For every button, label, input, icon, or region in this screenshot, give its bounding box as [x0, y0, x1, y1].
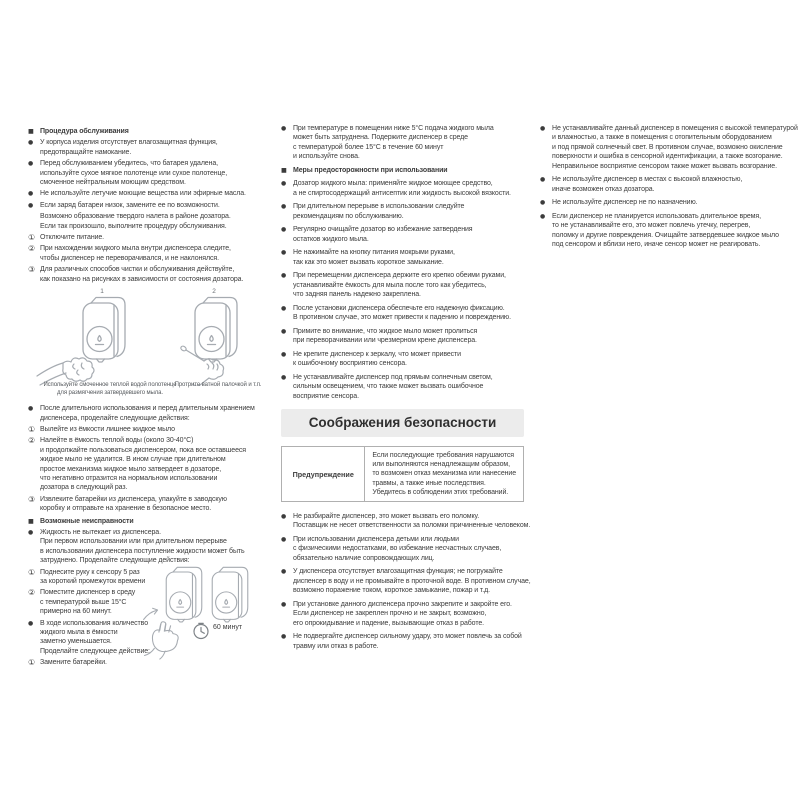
- list-item: [281, 248, 524, 267]
- list-item: [28, 517, 280, 526]
- bullet-marker: ①: [28, 567, 36, 577]
- list-item: [28, 189, 280, 198]
- list-item-text: [40, 189, 280, 198]
- column-maintenance: [28, 124, 280, 670]
- text-line: Не устанавливайте данный диспенсер в помещения с высокой температурой: [552, 125, 798, 132]
- text-line: предотвращайте намокание.: [40, 148, 132, 156]
- text-line: иначе возможен отказ дозатора.: [552, 185, 655, 193]
- list-item: [28, 244, 280, 263]
- text-line: под сенсором и вблизи него, иначе сенсор может не реагировать.: [552, 241, 761, 249]
- bullet-marker: ■: [28, 128, 34, 135]
- bullet-marker: ●: [281, 304, 287, 312]
- list-item: [281, 271, 524, 299]
- text-line: Возможно образование твердого налета в районе дозатора.: [40, 213, 231, 221]
- bullet-marker: ②: [28, 244, 36, 254]
- text-line: У корпуса изделия отсутствует влагозащитная функция,: [40, 139, 218, 147]
- bullet-marker: ②: [28, 436, 36, 446]
- text-line: возможно поражение током, короткое замыкание, пожар и т.д.: [293, 587, 490, 595]
- list-item: [281, 327, 524, 346]
- list-item-text: [552, 212, 790, 250]
- text-line: что задняя панель надежно закреплена.: [293, 291, 421, 299]
- bullet-marker: ●: [540, 125, 546, 132]
- list-item-text: [293, 304, 524, 323]
- text-line: Неправильное восприятие сенсором также может вызвать возгорание.: [552, 162, 777, 170]
- list-item-text: [40, 212, 280, 231]
- text-line: жидкое мыло не удалится. В ином случае при длительном: [40, 456, 226, 464]
- bullet-marker: ●: [281, 272, 287, 280]
- hand-wave-sensor-icon: [140, 604, 194, 662]
- text-line: в использовании диспенсера поступление жидкости может быть: [40, 547, 245, 555]
- column-precautions-safety: [281, 124, 531, 655]
- list-item: [28, 233, 280, 242]
- list-item: [28, 138, 280, 157]
- text-line: Замените батарейки.: [40, 659, 107, 667]
- list-item: [281, 512, 531, 531]
- bullet-marker: ①: [28, 658, 36, 668]
- figure-step-label: 2: [212, 288, 216, 296]
- text-line: При перемещении диспенсера держите его крепко обеими руками,: [293, 272, 506, 280]
- list-item: [28, 212, 280, 231]
- list-item-text: [40, 436, 280, 492]
- text-line: устанавливайте ёмкость для мыла после того как убедитесь,: [293, 281, 487, 289]
- text-line: травму или отказ в работе.: [293, 642, 379, 650]
- list-item-text: [293, 179, 524, 198]
- text-line: к ошибочному восприятию сенсора.: [293, 360, 407, 368]
- text-line: Если так произошло, выполните процедуру обслуживания.: [40, 222, 227, 230]
- text-line: После длительного использования и перед длительным хранением: [40, 405, 255, 413]
- warning-text-cell: [365, 447, 524, 502]
- text-line: Вылейте из ёмкости лишнее жидкое мыло: [40, 425, 175, 433]
- text-line: то возможен отказ механизма или нанесение: [372, 470, 516, 478]
- text-line: и продолжайте пользоваться диспенсером, пока все оставшееся: [40, 446, 246, 454]
- bullet-marker: ●: [281, 568, 287, 576]
- bullet-marker: ●: [28, 528, 34, 536]
- text-line: При установке данного диспенсера прочно закрепите и закройте его.: [293, 600, 512, 608]
- text-line: диспенсер в воду и не промывайте в проточной воде. В противном случае,: [293, 577, 531, 585]
- figure-caption: Используйте смоченное теплой водой полотенце для размягчения затвердевшего мыла.: [43, 382, 177, 396]
- bullet-marker: ①: [28, 424, 36, 434]
- bullet-marker: ●: [281, 180, 287, 188]
- list-item-text: [293, 166, 524, 175]
- text-line: и под прямой солнечный свет. В противном случае, возможно окисление: [552, 143, 783, 151]
- table-row: [282, 447, 524, 502]
- list-item: [28, 201, 280, 210]
- text-line: затруднено. Проделайте следующие действия:: [40, 557, 190, 565]
- text-line: что негативно отразится на нормальном использовании: [40, 474, 218, 482]
- list-item: [281, 567, 531, 595]
- list-item: [281, 632, 524, 651]
- bullet-marker: ●: [281, 513, 287, 521]
- bullet-marker: ●: [28, 201, 34, 209]
- text-line: Если заряд батареи низок, замените ее по возможности.: [40, 201, 220, 209]
- text-line: Процедура обслуживания: [40, 128, 129, 135]
- text-line: Не используйте диспенсер в местах с высокой влажностью,: [552, 176, 743, 184]
- text-line: Поместите диспенсер в среду: [40, 589, 136, 597]
- bullet-marker: ●: [281, 249, 287, 257]
- text-line: Возможные неисправности: [40, 517, 134, 525]
- list-item-text: [293, 567, 531, 595]
- text-line: Убедитесь в соблюдении этих требований.: [372, 488, 509, 496]
- text-line: Дозатор жидкого мыла: применяйте жидкое моющее средство,: [293, 180, 493, 188]
- text-line: Поставщик не несет ответственности за поломки причиненные человеком.: [293, 522, 531, 530]
- text-line: за короткий промежуток времени: [40, 578, 146, 585]
- list-item-text: [293, 327, 524, 346]
- list-item-text: [552, 124, 798, 171]
- list-item-text: [40, 517, 280, 526]
- bullet-marker: ●: [281, 125, 287, 132]
- text-line: рекомендациям по обслуживанию.: [293, 212, 404, 220]
- bullet-marker: ●: [540, 199, 546, 207]
- list-item-text: [40, 201, 280, 210]
- text-line: с физическими недостатками, во избежание несчастных случаев,: [293, 545, 502, 553]
- warning-table: [281, 446, 524, 502]
- text-line: После установки диспенсера обеспечьте его надежную фиксацию.: [293, 304, 505, 312]
- list-item: [28, 495, 280, 514]
- bullet-marker: ●: [28, 190, 34, 198]
- list-item: [281, 225, 524, 244]
- text-line: При нахождении жидкого мыла внутри диспенсера следите,: [40, 245, 231, 253]
- list-item: [281, 600, 524, 628]
- list-item: [281, 535, 524, 563]
- bullet-marker: ●: [281, 350, 287, 358]
- bullet-marker: ③: [28, 265, 36, 275]
- bullet-marker: ●: [281, 536, 287, 544]
- text-line: то не устанавливайте его, это может повлечь утечку, перегрев,: [552, 222, 751, 230]
- text-line: восприятие сенсора.: [293, 392, 359, 400]
- bullet-marker: ●: [28, 160, 34, 168]
- list-item-text: [40, 528, 280, 566]
- text-line: Жидкость не вытекает из диспенсера.: [40, 528, 161, 536]
- text-line: В ходе использования количество: [40, 619, 148, 627]
- hand-with-towel-icon: [36, 340, 108, 386]
- text-line: диспенсера, проделайте следующие действия:: [40, 414, 190, 422]
- bullet-marker: ●: [540, 212, 546, 220]
- list-item-text: [293, 512, 530, 531]
- figure-caption: Протрите ватной палочкой и т.п.: [174, 382, 262, 389]
- list-item-text: [293, 124, 524, 162]
- text-line: коробку и отправьте на хранение в безопасное место.: [40, 505, 212, 513]
- text-line: При первом использовании или при длительном перерыве: [40, 538, 227, 546]
- text-line: простое механизма жидкое мыло затвердеет в дозаторе,: [40, 465, 222, 473]
- list-item-text: [40, 425, 280, 434]
- text-line: Не подвергайте диспенсер сильному удару, это может повлечь за собой: [293, 633, 522, 641]
- warning-label-cell: Предупреждение: [282, 447, 365, 502]
- text-line: Не используйте диспенсер не по назначению.: [552, 199, 698, 207]
- text-line: сильным освещением, что также может вызвать ошибочное: [293, 383, 484, 391]
- text-line: заметно уменьшается.: [40, 638, 112, 646]
- bullet-marker: ●: [281, 226, 287, 234]
- list-item: [540, 175, 790, 194]
- list-item: [281, 166, 524, 175]
- text-line: обязательно наличие сопровождающих лиц.: [293, 554, 435, 562]
- text-line: Не разбирайте диспенсер, это может вызвать его поломку.: [293, 513, 480, 521]
- troubleshooting-figure: [140, 564, 300, 676]
- text-line: Если диспенсер не планируется использовать длительное время,: [552, 212, 761, 220]
- text-line: При температуре в помещении ниже 5°C подача жидкого мыла: [293, 125, 494, 132]
- text-line: дозатора в следующий раз.: [40, 484, 128, 492]
- text-line: и используйте снова.: [293, 153, 360, 161]
- list-item: [28, 265, 280, 284]
- text-line: Отключите питание.: [40, 234, 105, 242]
- text-line: а не спиртосодержащий антисептик или жидкость высокой вязкости.: [293, 189, 511, 197]
- list-item: [281, 350, 524, 369]
- list-item: [28, 436, 280, 492]
- text-line: с температурой выше 15°C: [40, 598, 127, 606]
- bullet-marker: ●: [28, 405, 34, 413]
- list-item-text: [293, 632, 524, 651]
- list-item: [540, 212, 790, 250]
- text-line: остатков жидкого мыла.: [293, 235, 369, 243]
- list-item-text: [40, 244, 280, 263]
- text-line: или выполняются ненадлежащим образом,: [372, 461, 510, 469]
- text-line: травмы, а также иные последствия.: [372, 479, 486, 487]
- text-line: Примите во внимание, что жидкое мыло может пролиться: [293, 327, 478, 335]
- safety-section-title: Соображения безопасности: [281, 409, 524, 437]
- text-line: Не устанавливайте диспенсер под прямым солнечным светом,: [293, 373, 493, 381]
- text-line: Если диспенсер не закреплен прочно и не закрыт, возможно,: [293, 610, 487, 618]
- list-item: [28, 425, 280, 434]
- text-line: Меры предосторожности при использовании: [293, 166, 448, 174]
- maintenance-figure: [28, 288, 280, 400]
- text-line: смоченное нейтральным моющим средством.: [40, 179, 186, 187]
- bullet-marker: ■: [281, 166, 287, 174]
- text-line: как показано на рисунках в зависимости от состояния дозатора.: [40, 275, 244, 283]
- bullet-marker: ●: [281, 327, 287, 335]
- list-item-text: [293, 271, 524, 299]
- list-item-text: [40, 138, 280, 157]
- list-item-text: [40, 127, 280, 136]
- text-line: Поднесите руку к сенсору 5 раз: [40, 568, 140, 576]
- text-line: В противном случае, это может привести к падению и повреждению.: [293, 314, 511, 322]
- list-item-text: [293, 535, 524, 563]
- text-line: поломку и другие повреждения. Очищайте затвердевшее жидкое мыло: [552, 231, 779, 239]
- list-item: [28, 127, 280, 136]
- text-line: Не крепите диспенсер к зеркалу, что может привести: [293, 350, 461, 358]
- list-item-text: [552, 198, 790, 207]
- list-item: [281, 124, 524, 162]
- text-line: Перед обслуживанием убедитесь, что батарея удалена,: [40, 160, 218, 168]
- list-item-text: [40, 495, 280, 514]
- column-warnings: [540, 124, 798, 254]
- text-line: чтобы диспенсер не переворачивался, и не наклонялся.: [40, 254, 219, 262]
- bullet-marker: ●: [281, 373, 287, 381]
- list-item: [281, 373, 524, 401]
- text-line: Для различных способов чистки и обслуживания действуйте,: [40, 266, 235, 274]
- clock-icon: [192, 622, 210, 640]
- list-item: [281, 304, 524, 323]
- bullet-marker: ●: [540, 176, 546, 184]
- list-item: [28, 528, 280, 566]
- list-item-text: [293, 373, 524, 401]
- list-item-text: [293, 600, 524, 628]
- text-line: При использовании диспенсера детьми или людьми: [293, 536, 459, 544]
- text-line: Извлеките батарейки из диспенсера, упакуйте в заводскую: [40, 495, 227, 503]
- text-line: Проделайте следующее действие:: [40, 647, 150, 655]
- bullet-marker: ●: [281, 203, 287, 211]
- text-line: жидкого мыла в ёмкости: [40, 629, 118, 637]
- list-item-text: [293, 202, 524, 221]
- list-item-text: [293, 248, 524, 267]
- list-item: [281, 179, 524, 198]
- bullet-marker: ■: [28, 517, 34, 525]
- text-line: и влажностью, а также в помещения с отопительным оборудованием: [552, 134, 772, 142]
- bullet-marker: ●: [281, 633, 287, 641]
- text-line: примерно на 60 минут.: [40, 608, 112, 616]
- hand-with-cotton-swab-icon: [178, 344, 236, 386]
- list-item-text: [293, 350, 524, 369]
- text-line: Если последующие требования нарушаются: [372, 452, 514, 460]
- bullet-marker: ②: [28, 588, 36, 598]
- list-item: [540, 124, 798, 171]
- text-line: поверхности и ошибка в сенсорной идентификации, а также возгорание.: [552, 153, 783, 161]
- bullet-marker: ●: [28, 619, 34, 627]
- text-line: его опрокидывание и падение, вызывающие отказ в работе.: [293, 619, 484, 627]
- text-line: при переворачивании или чрезмерном крене диспенсера.: [293, 337, 477, 345]
- list-item-text: [40, 265, 280, 284]
- text-line: с температурой более 15°C в течение 60 минут: [293, 143, 444, 151]
- soap-dispenser-icon: [208, 564, 252, 624]
- list-item: [28, 159, 280, 187]
- bullet-marker: ●: [281, 600, 287, 608]
- list-item-text: [40, 404, 280, 423]
- list-item-text: [40, 233, 280, 242]
- list-item-text: [40, 159, 280, 187]
- text-line: У диспенсера отсутствует влагозащитная функция; не погружайте: [293, 568, 503, 576]
- text-line: может быть затруднена. Подержите диспенсер в среде: [293, 134, 468, 142]
- duration-label: 60 минут: [213, 624, 243, 631]
- bullet-marker: ③: [28, 494, 36, 504]
- list-item-text: [293, 225, 524, 244]
- list-item: [281, 202, 524, 221]
- bullet-marker: ①: [28, 233, 36, 243]
- text-line: используйте сухое мягкое полотенце или сухое полотенце,: [40, 169, 228, 177]
- list-item-text: [552, 175, 790, 194]
- text-line: так как это может вызвать короткое замыкание.: [293, 258, 444, 266]
- text-line: Не нажимайте на кнопку питания мокрыми руками,: [293, 249, 455, 257]
- text-line: При длительном перерыве в использовании следуйте: [293, 203, 465, 211]
- text-line: Не используйте летучие моющие вещества или эфирные масла.: [40, 190, 246, 198]
- text-line: Регулярно очищайте дозатор во избежание затвердения: [293, 226, 473, 234]
- figure-step-label: 1: [100, 288, 104, 296]
- list-item: [540, 198, 790, 207]
- bullet-marker: ●: [28, 139, 34, 147]
- list-item: [28, 404, 280, 423]
- text-line: Налейте в ёмкость теплой воды (около 30-40°C): [40, 437, 194, 445]
